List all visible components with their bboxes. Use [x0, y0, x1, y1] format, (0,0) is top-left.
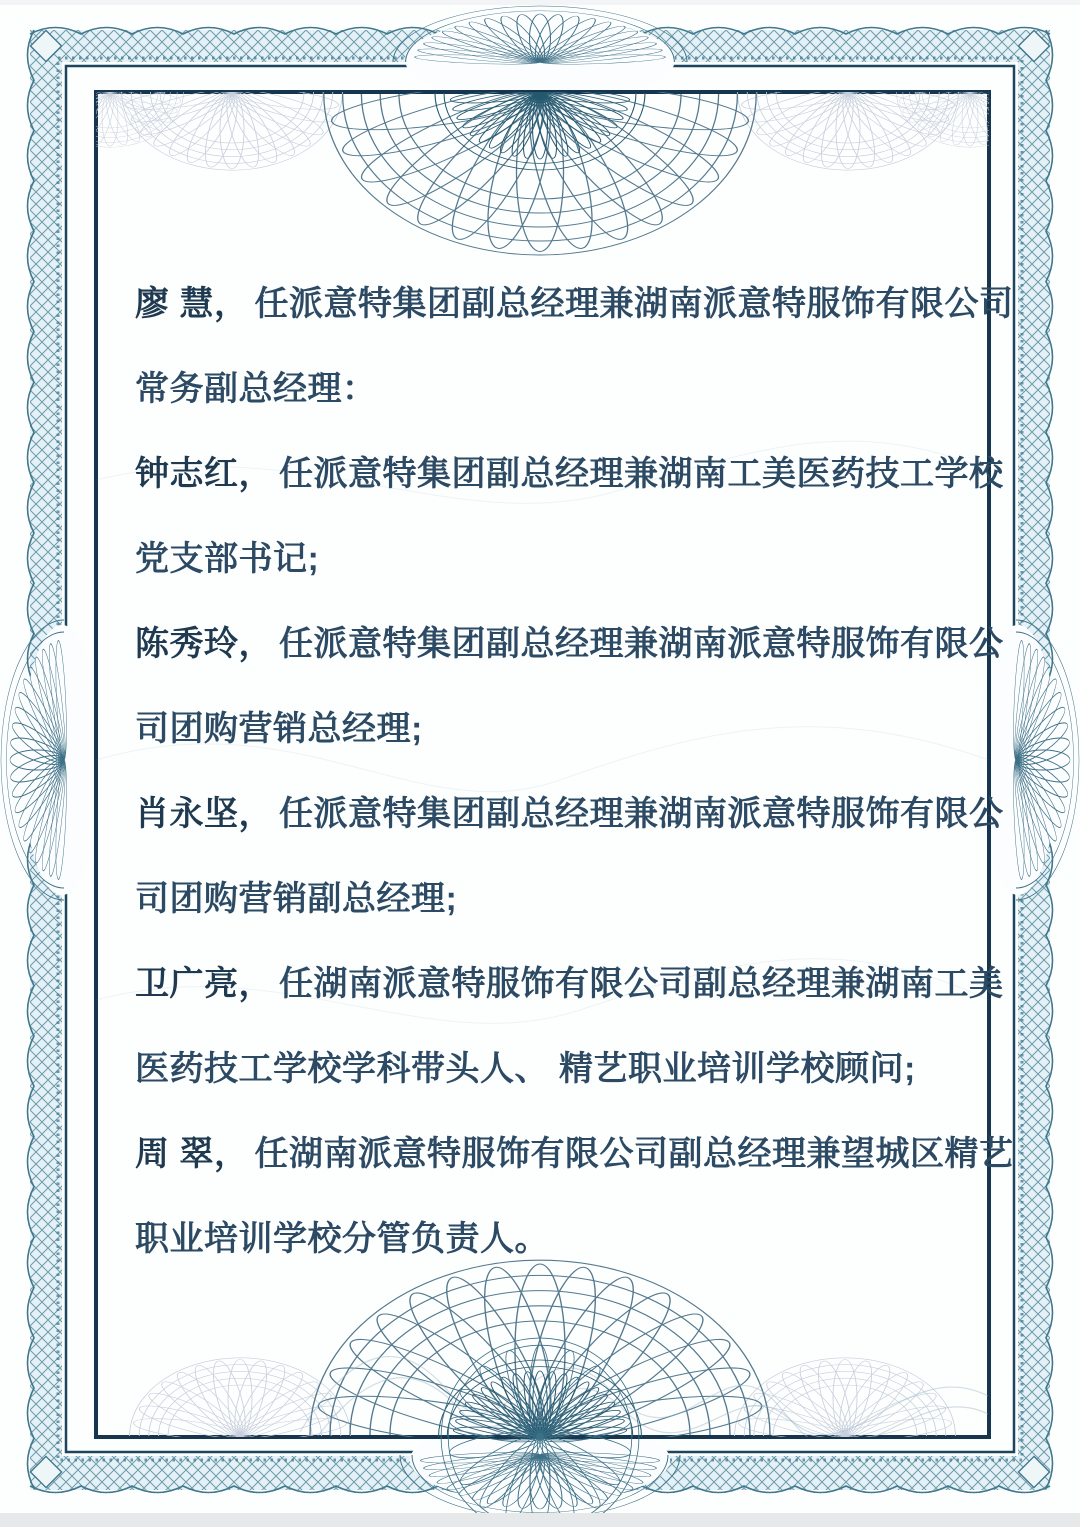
entry-text: 任湖南派意特服饰有限公司副总经理兼湖南工美 [279, 965, 1004, 1003]
person-name: 卫广亮， [135, 965, 273, 1003]
top-center-rosette-fan [324, 77, 756, 255]
person-name: 肖永坚， [135, 795, 273, 833]
entry-line [135, 942, 1004, 1027]
entry-line [135, 1027, 975, 1112]
appointment-list [135, 262, 1014, 1282]
appointment-entry [135, 942, 1004, 1112]
entry-text: 党支部书记; [135, 540, 320, 578]
bottom-center-rosette-fan [310, 1260, 770, 1454]
entry-line [135, 1197, 975, 1282]
page-bottom-edge [0, 1513, 1080, 1527]
entry-line [135, 602, 1004, 687]
entry-line [135, 432, 1004, 517]
person-name: 廖 慧， [135, 285, 249, 323]
entry-text: 任派意特集团副总经理兼湖南派意特服饰有限公司 [254, 285, 1014, 323]
entry-line [135, 857, 975, 942]
page-top-edge [0, 0, 1080, 5]
entry-line [135, 1112, 1014, 1197]
person-name: 周 翠， [135, 1135, 249, 1173]
entry-text: 医药技工学校学科带头人、 精艺职业培训学校顾问; [135, 1050, 916, 1088]
person-name: 陈秀玲， [135, 625, 273, 663]
entry-line [135, 772, 1004, 857]
appointment-entry [135, 262, 1014, 432]
entry-text: 任湖南派意特服饰有限公司副总经理兼望城区精艺 [254, 1135, 1014, 1173]
appointment-entry [135, 1112, 1014, 1282]
person-name: 钟志红， [135, 455, 273, 493]
entry-text: 司团购营销副总经理; [135, 880, 458, 918]
entry-text: 任派意特集团副总经理兼湖南工美医药技工学校 [279, 455, 1004, 493]
entry-line [135, 687, 975, 772]
entry-line [135, 262, 1014, 347]
appointment-entry [135, 432, 1004, 602]
entry-line [135, 347, 975, 432]
appointment-entry [135, 772, 1004, 942]
entry-line [135, 517, 975, 602]
entry-text: 常务副总经理： [135, 370, 377, 408]
appointment-entry [135, 602, 1004, 772]
entry-text: 任派意特集团副总经理兼湖南派意特服饰有限公 [279, 625, 1004, 663]
entry-text: 任派意特集团副总经理兼湖南派意特服饰有限公 [279, 795, 1004, 833]
entry-text: 职业培训学校分管负责人。 [135, 1220, 549, 1258]
entry-text: 司团购营销总经理; [135, 710, 423, 748]
